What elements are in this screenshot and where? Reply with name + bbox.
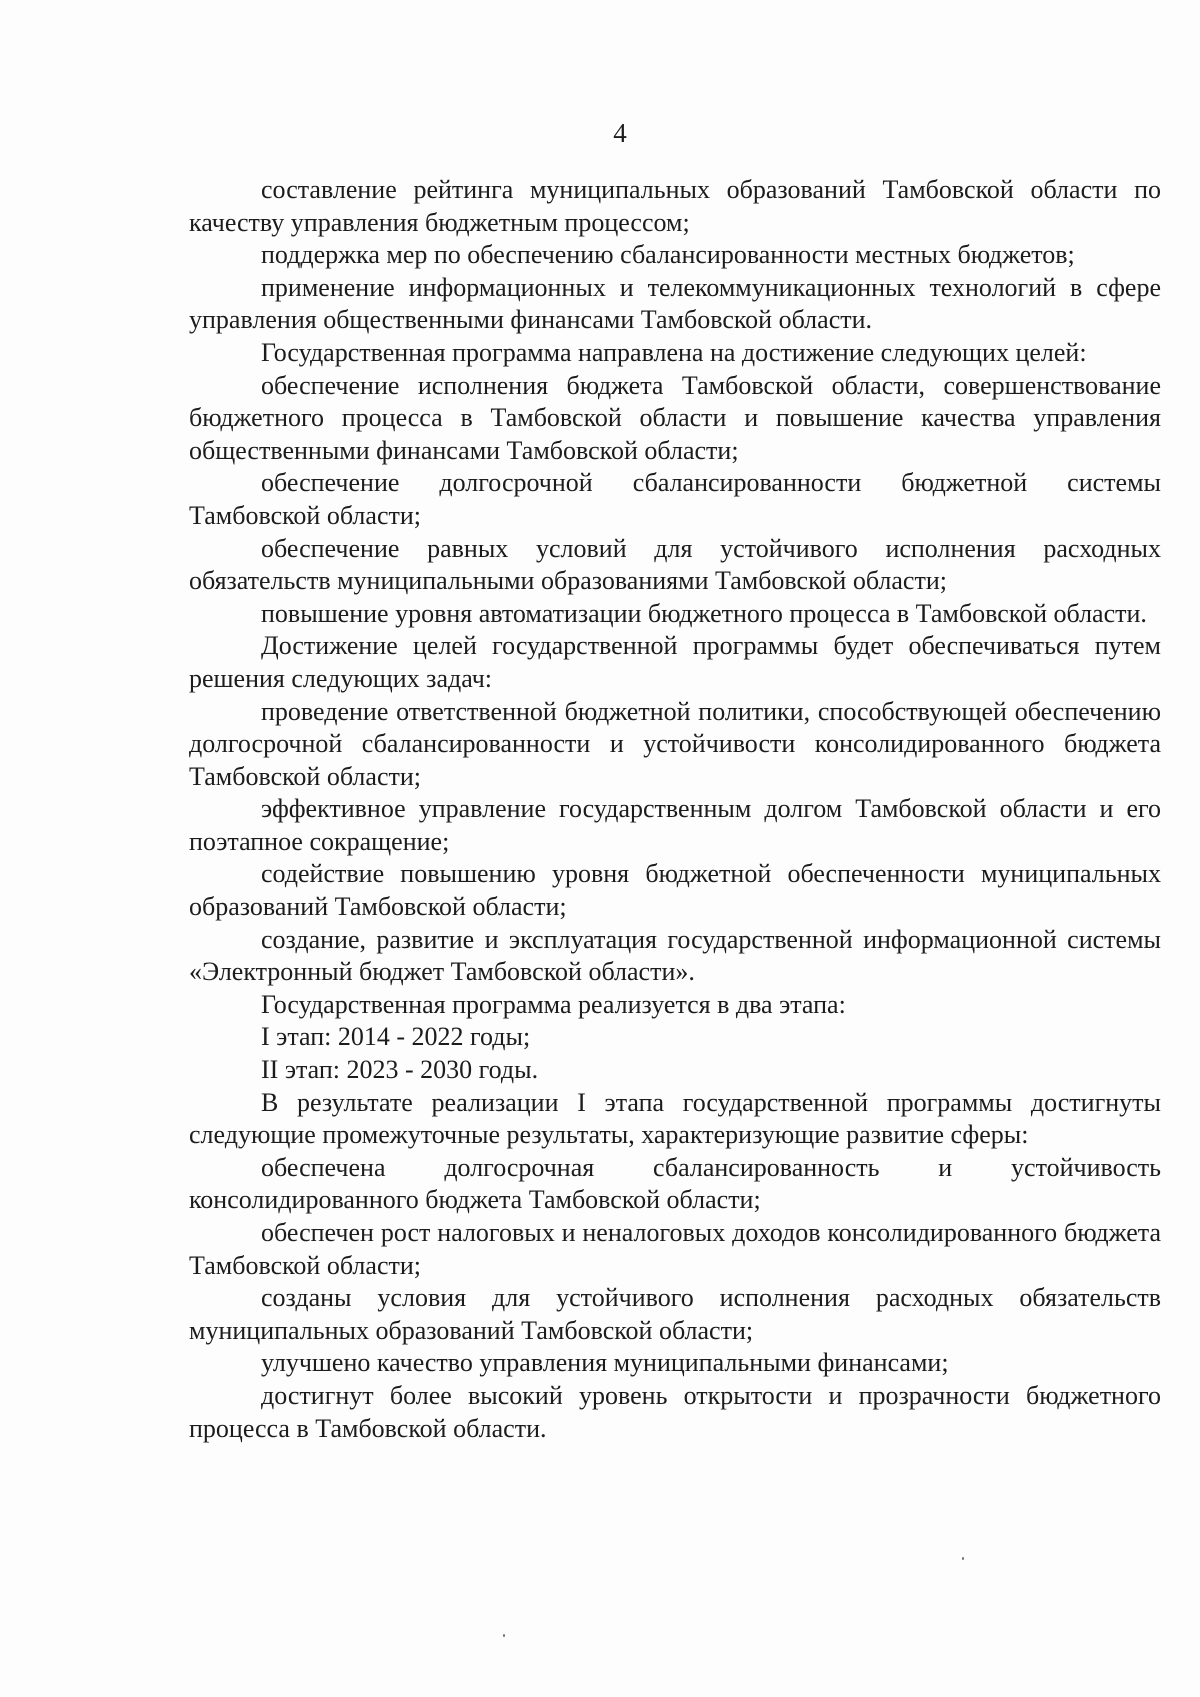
paragraph: Достижение целей государственной программы будет обеспечиваться путем решения следующих задач:: [189, 631, 1161, 693]
paragraph: II этап: 2023 - 2030 годы.: [261, 1055, 539, 1085]
scan-speck: [962, 1557, 964, 1560]
paragraph: повышение уровня автоматизации бюджетного процесса в Тамбовской области.: [261, 598, 1147, 628]
paragraph: создание, развитие и эксплуатация государственной информационной системы «Электронный бюджет Тамбовской области».: [189, 924, 1161, 987]
paragraph: Государственная программа реализуется в два этапа:: [261, 989, 846, 1019]
paragraph: поддержка мер по обеспечению сбалансированности местных бюджетов;: [261, 240, 1075, 270]
paragraph: эффективное управление государственным долгом Тамбовской области и его поэтапное сокращение;: [189, 794, 1161, 856]
paragraph: обеспечение равных условий для устойчивого исполнения расходных обязательств муниципальными образованиями Тамбовской области;: [189, 533, 1161, 596]
paragraph: обеспечение исполнения бюджета Тамбовской области, совершенствование бюджетного процесса в Тамбовской области и повышение качества управления общественными финансами Тамбовской области;: [189, 370, 1161, 465]
body-text: [189, 174, 1161, 1445]
paragraph: I этап: 2014 - 2022 годы;: [261, 1022, 531, 1052]
paragraph: составление рейтинга муниципальных образований Тамбовской области по качеству управления бюджетным процессом;: [189, 175, 1161, 237]
paragraph: обеспечен рост налоговых и неналоговых доходов консолидированного бюджета Тамбовской области;: [189, 1218, 1161, 1280]
paragraph: обеспечение долгосрочной сбалансированности бюджетной системы Тамбовской области;: [189, 468, 1161, 530]
paragraph: улучшено качество управления муниципальными финансами;: [261, 1348, 949, 1378]
paragraph: Государственная программа направлена на достижение следующих целей:: [261, 337, 1087, 367]
paragraph: применение информационных и телекоммуникационных технологий в сфере управления общественными финансами Тамбовской области.: [189, 272, 1161, 335]
paragraph: В результате реализации I этапа государственной программы достигнуты следующие промежуточные результаты, характеризующие развитие сферы:: [189, 1087, 1161, 1150]
paragraph: проведение ответственной бюджетной политики, способствующей обеспечению долгосрочной сбалансированности и устойчивости консолидированного бюджета Тамбовской области;: [189, 696, 1161, 791]
page-number: 4: [613, 118, 627, 148]
paragraph: созданы условия для устойчивого исполнения расходных обязательств муниципальных образований Тамбовской области;: [189, 1283, 1161, 1345]
scan-speck: [503, 1634, 505, 1637]
paragraph: обеспечена долгосрочная сбалансированность и устойчивость консолидированного бюджета Тамбовской области;: [189, 1152, 1161, 1215]
paragraph: содействие повышению уровня бюджетной обеспеченности муниципальных образований Тамбовской области;: [189, 859, 1161, 922]
paragraph: достигнут более высокий уровень открытости и прозрачности бюджетного процесса в Тамбовской области.: [189, 1380, 1161, 1443]
